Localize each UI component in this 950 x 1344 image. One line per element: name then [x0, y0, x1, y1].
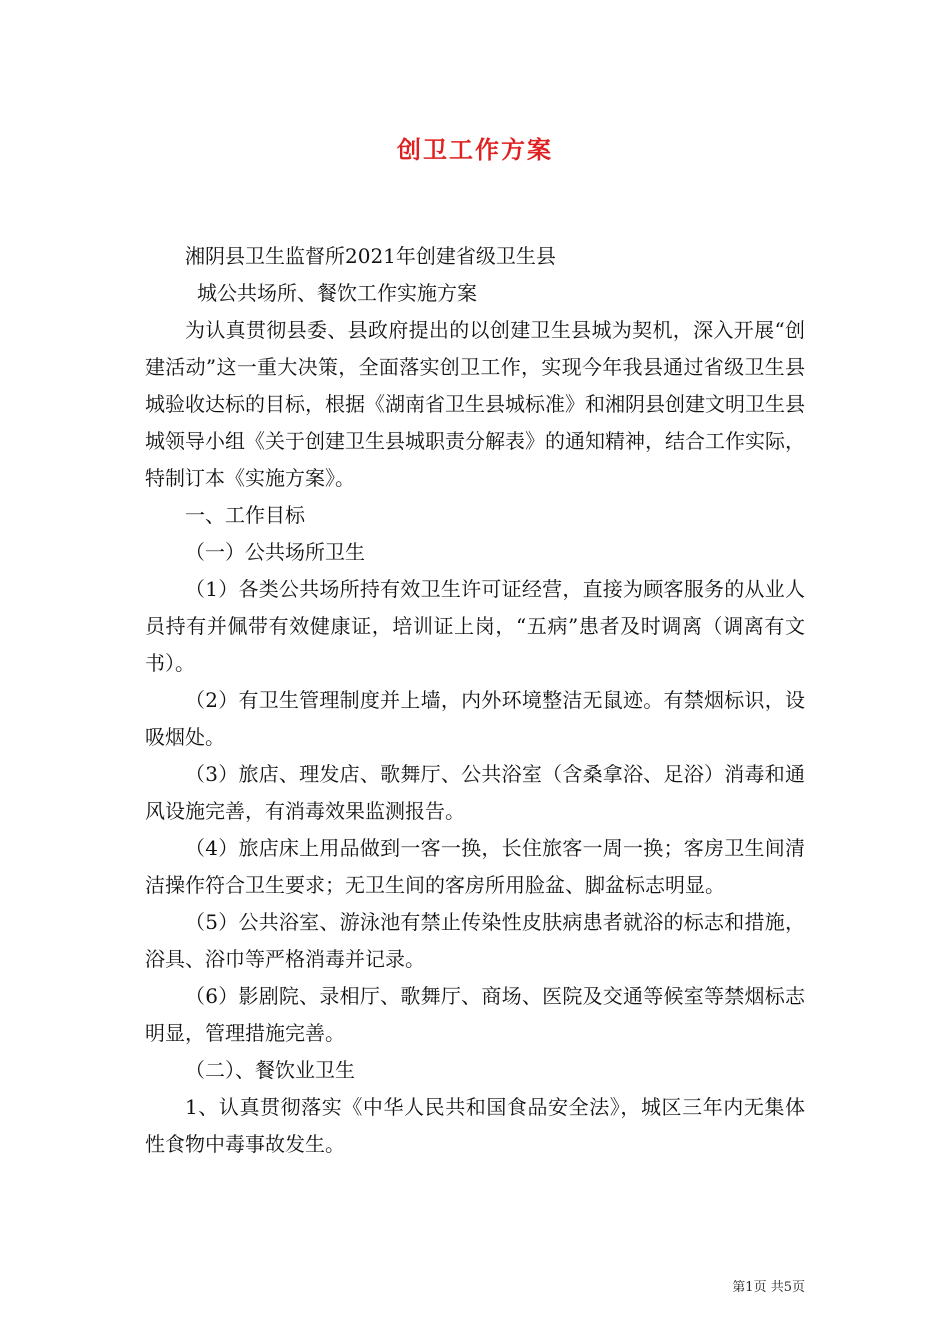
footer-current-page: 1 — [745, 1280, 754, 1295]
subsection-heading-catering: （二）、餐饮业卫生 — [185, 1058, 355, 1082]
section-heading-goals: 一、工作目标 — [185, 503, 305, 527]
document-title: 创卫工作方案 — [397, 135, 553, 164]
paragraph-subtitle-line-2: 城公共场所、餐饮工作实施方案 — [197, 281, 477, 305]
document-body — [145, 238, 805, 1163]
paragraph-intro: 为认真贯彻县委、县政府提出的以创建卫生县城为契机，深入开展“创建活动”这一重大决策，全面落实创卫工作，实现今年我县通过省级卫生县城验收达标的目标，根据《湖南省卫生县城标准》和湘阴县创建文明卫生县城领导小组《关于创建卫生县城职责分解表》的通知精神，结合工作实际，特制订本《实施方案》。 — [145, 318, 805, 490]
footer-suffix: 页 — [791, 1280, 805, 1295]
footer-prefix: 第 — [732, 1280, 746, 1295]
paragraph-item-3: （3）旅店、理发店、歌舞厅、公共浴室（含桑拿浴、足浴）消毒和通风设施完善，有消毒效果监测报告。 — [145, 762, 805, 823]
paragraph-item-6: （6）影剧院、录相厅、歌舞厅、商场、医院及交通等候室等禁烟标志明显，管理措施完善。 — [145, 984, 805, 1045]
paragraph-item-2: （2）有卫生管理制度并上墙，内外环境整洁无鼠迹。有禁烟标识，设吸烟处。 — [145, 688, 805, 749]
footer-total-pages: 5 — [783, 1280, 792, 1295]
paragraph-item-5: （5）公共浴室、游泳池有禁止传染性皮肤病患者就浴的标志和措施，浴具、浴巾等严格消毒并记录。 — [145, 910, 805, 971]
paragraph-subtitle-line-1: 湘阴县卫生监督所2021年创建省级卫生县 — [185, 244, 556, 268]
paragraph-item-1: （1）各类公共场所持有效卫生许可证经营，直接为顾客服务的从业人员持有并佩带有效健康证，培训证上岗，“五病”患者及时调离（调离有文书）。 — [145, 577, 805, 675]
subsection-heading-public-places: （一）公共场所卫生 — [185, 540, 365, 564]
page-footer — [732, 1276, 805, 1295]
paragraph-catering-item-1: 1、认真贯彻落实《中华人民共和国食品安全法》，城区三年内无集体性食物中毒事故发生。 — [145, 1095, 805, 1156]
footer-middle: 页 共 — [753, 1280, 784, 1295]
paragraph-item-4: （4）旅店床上用品做到一客一换，长住旅客一周一换；客房卫生间清洁操作符合卫生要求；无卫生间的客房所用脸盆、脚盆标志明显。 — [145, 836, 805, 897]
